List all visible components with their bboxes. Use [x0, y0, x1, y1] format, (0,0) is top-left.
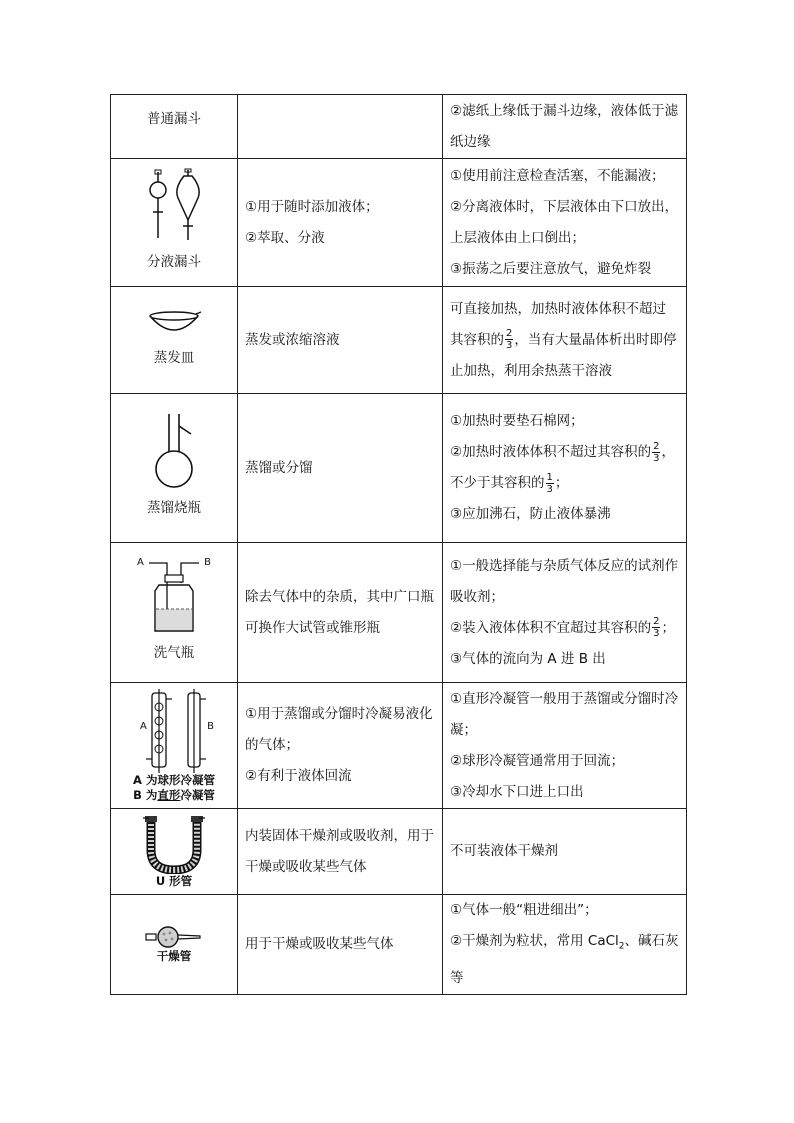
note-text: ； — [554, 475, 569, 491]
table-row — [111, 394, 687, 543]
note-text: ②装入液体体积不宜超过其容积的 — [450, 619, 652, 636]
apparatus-cell — [111, 895, 238, 995]
note-text: ②干燥剂为粒状，常用 CaCl — [450, 933, 619, 949]
apparatus-name: 蒸发皿 — [153, 350, 195, 366]
apparatus-name: 洗气瓶 — [153, 644, 195, 661]
evaporating-dish-icon — [144, 306, 204, 340]
note-text: ②球形冷凝管通常用于回流； — [450, 752, 625, 769]
use-text: 蒸馏或分馏 — [245, 459, 313, 476]
note-text: ②加热时液体体积不超过其容积的 — [450, 444, 652, 460]
note-text: 、碱石灰等 — [450, 933, 679, 986]
note-text: ③振荡之后要注意放气，避免炸裂 — [450, 260, 652, 277]
table-row — [111, 95, 687, 159]
use-text: ②有利于液体回流 — [245, 768, 352, 784]
name-part: 冷凝管 — [180, 787, 215, 802]
apparatus-cell — [111, 683, 238, 809]
notes-cell — [443, 809, 687, 895]
apparatus-name: 干燥管 — [156, 948, 192, 963]
fraction-numerator: 2 — [653, 440, 660, 452]
note-text: ②滤纸上缘低于漏斗边缘，液体低于滤纸边缘 — [450, 102, 679, 150]
use-text: ①用于蒸馏或分馏时冷凝易液化的气体； — [245, 706, 433, 753]
notes-cell — [443, 683, 687, 809]
note-text: ，不少于其容积的 — [450, 444, 675, 491]
drying-tube-icon — [144, 925, 204, 949]
fraction — [546, 472, 554, 495]
name-part-underlined: 直形 — [157, 787, 181, 802]
apparatus-name: U 形管 — [155, 874, 193, 888]
apparatus-table — [110, 94, 687, 995]
notes-cell — [443, 394, 687, 543]
note-text: 可直接加热，加热时液体体积不超过其容积的 — [450, 300, 666, 348]
notes-cell — [443, 287, 687, 394]
use-cell — [238, 683, 443, 809]
note-text: ②分离液体时，下层液体由下口放出，上层液体由上口倒出； — [450, 198, 679, 246]
fraction — [505, 328, 513, 351]
apparatus-name: 蒸馏烧瓶 — [147, 500, 201, 516]
fraction-denominator: 3 — [653, 628, 660, 639]
use-cell — [238, 95, 443, 159]
note-text: ③气体的流向为 A 进 B 出 — [450, 650, 606, 667]
note-text: ； — [661, 619, 675, 636]
note-text: ①直形冷凝管一般用于蒸馏或分馏时冷凝； — [450, 690, 679, 738]
use-cell — [238, 809, 443, 895]
table-row — [111, 809, 687, 895]
table-row — [111, 683, 687, 809]
distilling-flask-icon — [149, 412, 199, 490]
label-b: B — [204, 556, 211, 568]
table-row — [111, 543, 687, 683]
fraction — [652, 616, 660, 639]
use-text: ②萃取、分液 — [245, 229, 325, 246]
note-text: 不可装液体干燥剂 — [450, 843, 558, 859]
use-cell — [238, 895, 443, 995]
apparatus-cell — [111, 543, 238, 683]
apparatus-name: 普通漏斗 — [147, 111, 201, 127]
fraction-denominator: 3 — [653, 452, 660, 464]
use-cell — [238, 159, 443, 287]
apparatus-name-b — [118, 788, 230, 803]
note-text: ，当有大量晶体析出时即停止加热，利用余热蒸干溶液 — [450, 331, 677, 379]
apparatus-cell — [111, 95, 238, 159]
table-row — [111, 895, 687, 995]
notes-cell — [443, 895, 687, 995]
note-text: ①加热时要垫石棉网； — [450, 413, 584, 429]
notes-cell — [443, 159, 687, 287]
use-cell — [238, 543, 443, 683]
table-row — [111, 287, 687, 394]
apparatus-name: 分液漏斗 — [147, 253, 201, 270]
label-a: A — [140, 720, 147, 732]
apparatus-cell — [111, 394, 238, 543]
use-text: 除去气体中的杂质，其中广口瓶可换作大试管或锥形瓶 — [245, 588, 434, 636]
name-part: B 为 — [133, 787, 158, 802]
fraction — [652, 441, 660, 464]
notes-cell — [443, 95, 687, 159]
use-text: 蒸发或浓缩溶液 — [245, 331, 340, 348]
apparatus-cell — [111, 809, 238, 895]
apparatus-cell — [111, 287, 238, 394]
fraction-numerator: 2 — [653, 616, 660, 627]
apparatus-name-a: A 为球形冷凝管 — [133, 772, 215, 787]
note-text: ①一般选择能与杂质气体反应的试剂作吸收剂； — [450, 557, 679, 605]
u-tube-icon — [141, 814, 207, 874]
separatory-funnel-icon — [134, 168, 214, 244]
use-cell — [238, 394, 443, 543]
use-text: 用于干燥或吸收某些气体 — [245, 935, 394, 952]
use-text: 内装固体干燥剂或吸收剂，用于干燥或吸收某些气体 — [245, 827, 434, 875]
fraction-numerator: 1 — [546, 471, 553, 483]
use-cell — [238, 287, 443, 394]
apparatus-cell — [111, 159, 238, 287]
label-a: A — [137, 556, 144, 568]
note-text: ①气体一般“粗进细出”； — [450, 902, 598, 918]
note-text: ③冷却水下口进上口出 — [450, 783, 584, 800]
fraction-denominator: 3 — [546, 483, 553, 495]
gas-washing-bottle-icon — [137, 557, 211, 635]
note-text: ①使用前注意检查活塞，不能漏液； — [450, 167, 665, 184]
subscript: 2 — [618, 941, 625, 952]
fraction-denominator: 3 — [506, 340, 513, 351]
table-row — [111, 159, 687, 287]
label-b: B — [207, 720, 214, 732]
note-text: ③应加沸石，防止液体暴沸 — [450, 506, 611, 522]
fraction-numerator: 2 — [506, 328, 513, 339]
notes-cell — [443, 543, 687, 683]
use-text: ①用于随时添加液体； — [245, 198, 379, 215]
